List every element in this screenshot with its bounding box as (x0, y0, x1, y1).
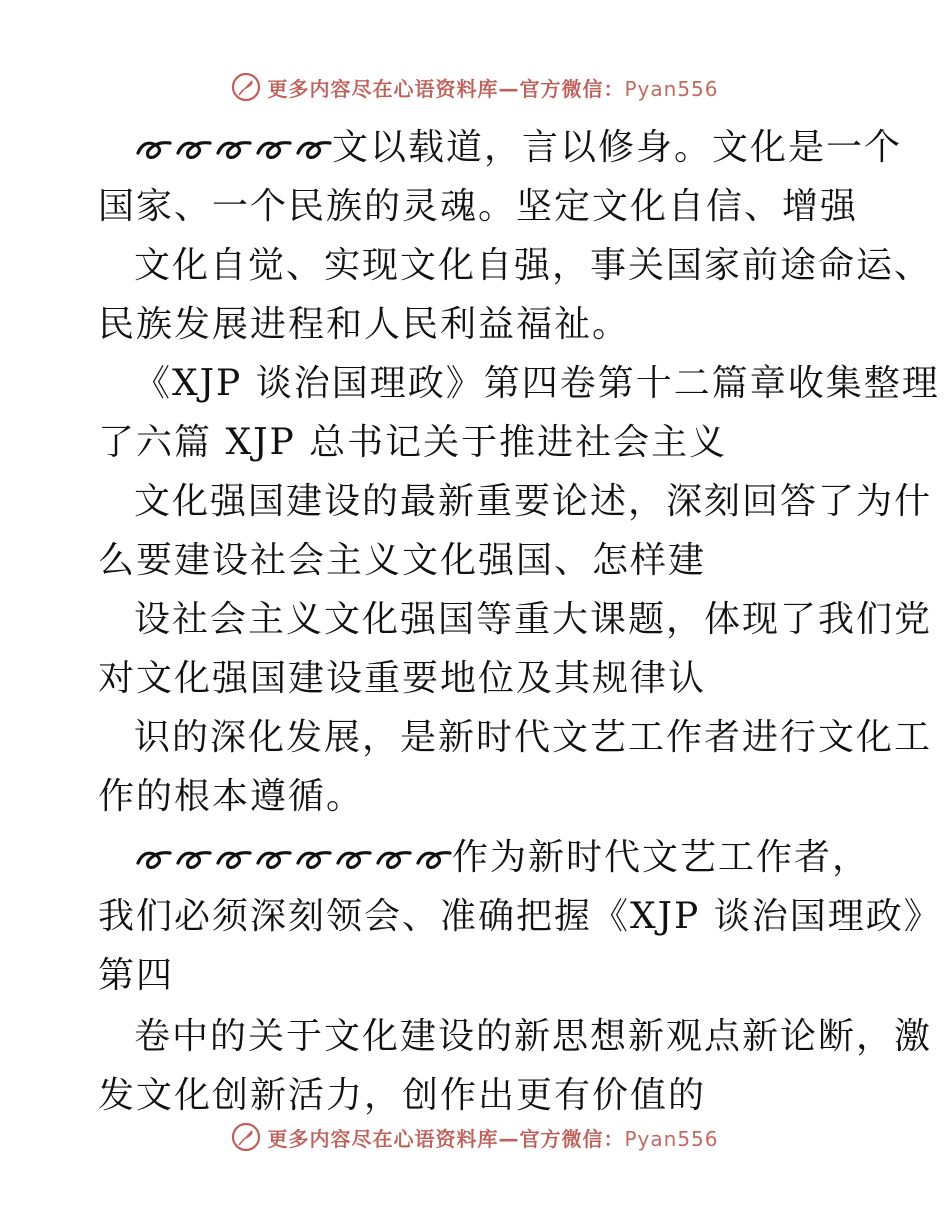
paragraph-line: 第四 (98, 955, 175, 996)
feather-seal-icon (231, 1122, 261, 1152)
paragraph-line: 卷中的关于文化建设的新思想新观点新论断，激 (134, 1016, 933, 1057)
paragraph-line: 文化强国建设的最新重要论述，深刻回答了为什 (134, 481, 933, 522)
header-banner-text (267, 73, 718, 102)
paragraph-line: 作的根本遵循。 (98, 776, 365, 817)
header-wechat-id: Pyan556 (624, 76, 719, 101)
footer-banner (0, 1122, 950, 1152)
footer-wechat-id: Pyan556 (624, 1126, 719, 1151)
ornament-glyphs (134, 843, 452, 873)
header-banner (0, 72, 950, 102)
paragraph-line: 我们必须深刻领会、准确把握《XJP 谈治国理政》 (98, 896, 942, 937)
paragraph-line: 文化自觉、实现文化自强，事关国家前途命运、 (134, 245, 933, 286)
header-banner-label: 更多内容尽在心语资料库—官方微信： (267, 76, 625, 101)
document-body (98, 118, 942, 1125)
paragraph-line: 么要建设社会主义文化强国、怎样建 (98, 540, 707, 581)
paragraph-line: 对文化强国建设重要地位及其规律认 (98, 658, 707, 699)
paragraph-line: 民族发展进程和人民利益福祉。 (98, 304, 631, 345)
paragraph-line: 了六篇 XJP 总书记关于推进社会主义 (98, 422, 728, 463)
footer-banner-text (267, 1123, 718, 1152)
paragraph-line: 发文化创新活力，创作出更有价值的 (98, 1075, 707, 1116)
footer-banner-label: 更多内容尽在心语资料库—官方微信： (267, 1126, 625, 1151)
paragraph-line: 《XJP 谈治国理政》第四卷第十二篇章收集整理 (134, 363, 940, 404)
paragraph-line (98, 118, 903, 177)
ornament-glyphs (134, 133, 332, 163)
feather-seal-icon (231, 72, 261, 102)
paragraph-line (98, 828, 871, 887)
paragraph-line: 国家、一个民族的灵魂。坚定文化自信、增强 (98, 186, 859, 227)
paragraph-line: 识的深化发展，是新时代文艺工作者进行文化工 (134, 717, 933, 758)
paragraph-line: 设社会主义文化强国等重大课题，体现了我们党 (134, 599, 933, 640)
line-text: 作为新时代文艺工作者， (452, 837, 871, 878)
line-text: 文以载道，言以修身。文化是一个 (332, 127, 903, 168)
